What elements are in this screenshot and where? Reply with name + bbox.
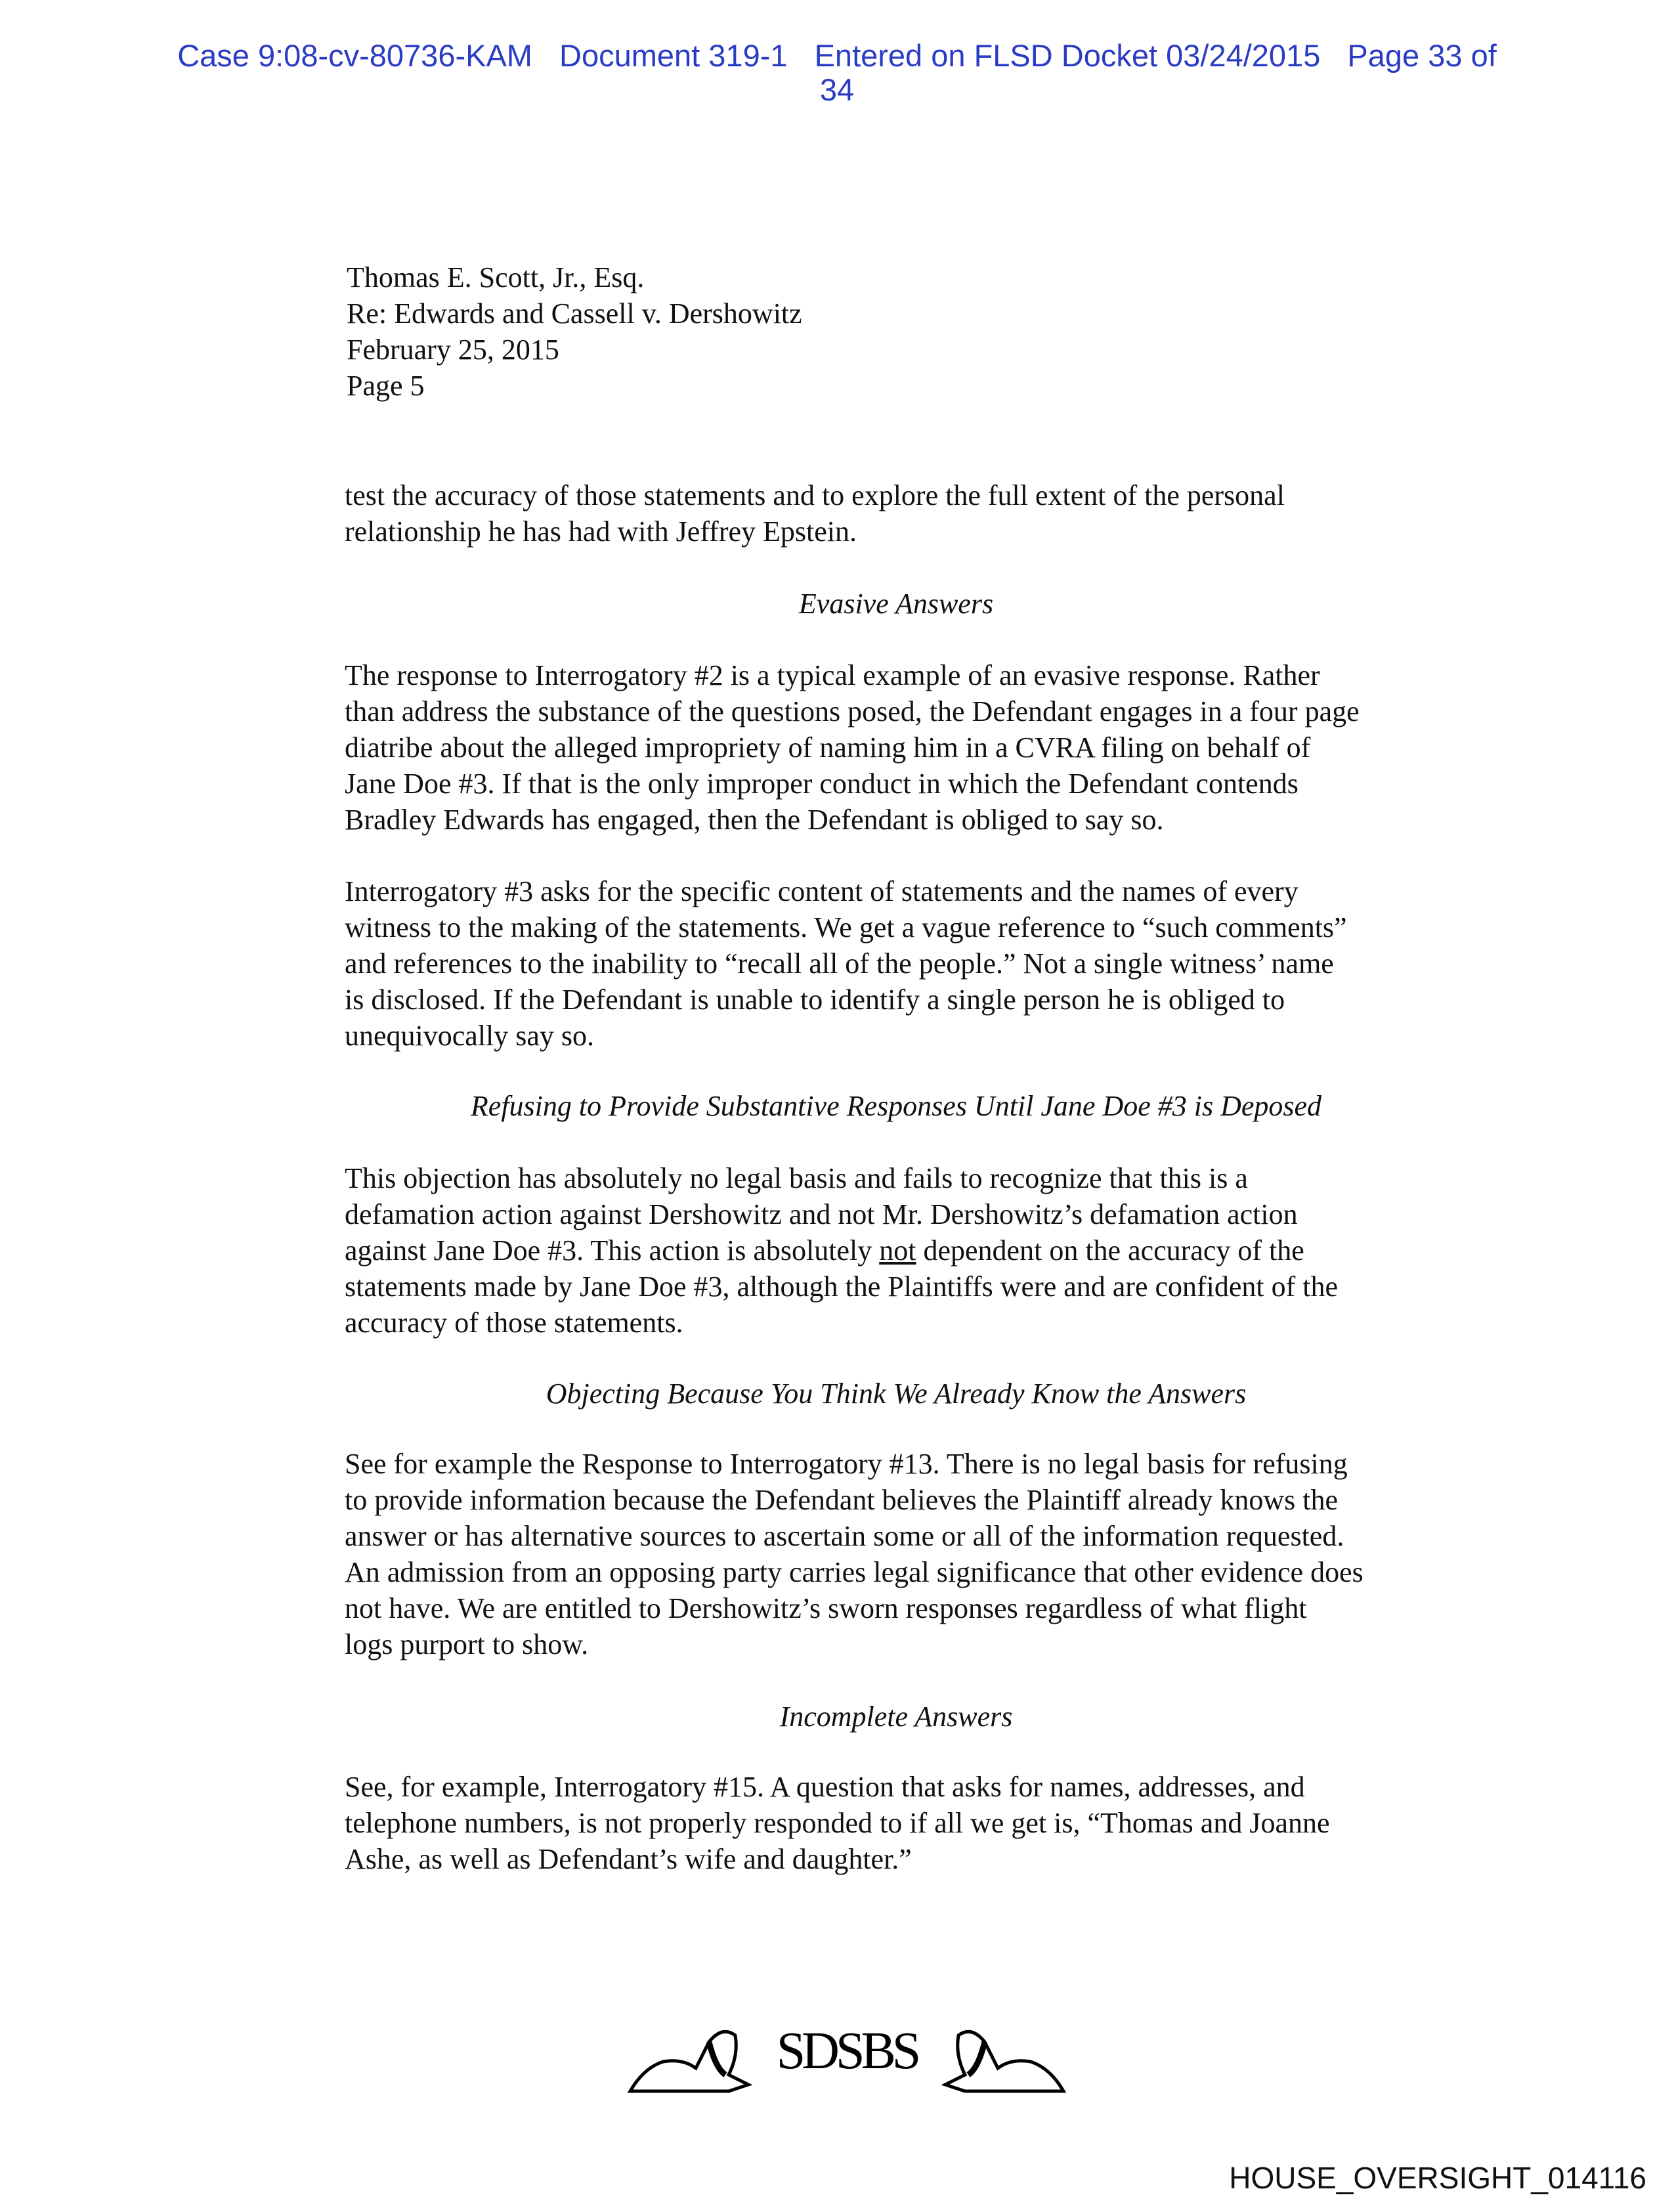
text-line: See, for example, Interrogatory #15. A question that asks for names, addresses, and [345, 1771, 1305, 1803]
text-line: to provide information because the Defendant believes the Plaintiff already knows the [345, 1484, 1339, 1516]
text-line: This objection has absolutely no legal basis and fails to recognize that this is a [345, 1162, 1248, 1194]
text-line: accuracy of those statements. [345, 1307, 683, 1339]
bates-number: HOUSE_OVERSIGHT_014116 [1229, 2161, 1646, 2195]
heading-objecting: Objecting Because You Think We Already Know the Answers [546, 1377, 1247, 1410]
paragraph-6 [345, 1769, 1474, 1877]
text-line: The response to Interrogatory #2 is a typical example of an evasive response. Rather [345, 659, 1320, 691]
firm-logo [617, 1996, 1077, 2094]
text-line: February 25, 2015 [347, 334, 559, 366]
paragraph-5 [345, 1446, 1474, 1662]
entered-date: Entered on FLSD Docket 03/24/2015 [814, 38, 1321, 73]
text-line: unequivocally say so. [345, 1020, 595, 1052]
text-line: Thomas E. Scott, Jr., Esq. [347, 261, 645, 293]
text-line: Re: Edwards and Cassell v. Dershowitz [347, 297, 802, 330]
text-line: Ashe, as well as Defendant’s wife and daughter.” [345, 1843, 912, 1875]
text-line: An admission from an opposing party carries legal significance that other evidence does [345, 1556, 1363, 1588]
text-line: than address the substance of the questions posed, the Defendant engages in a four page [345, 695, 1360, 727]
text-line: test the accuracy of those statements and to explore the full extent of the personal [345, 479, 1285, 511]
text-line: is disclosed. If the Defendant is unable to identify a single person he is obliged to [345, 984, 1285, 1016]
text-line: not have. We are entitled to Dershowitz’s sworn responses regardless of what flight [345, 1592, 1307, 1624]
text-line: diatribe about the alleged impropriety of naming him in a CVRA filing on behalf of [345, 731, 1311, 764]
paragraph-2 [345, 657, 1474, 838]
text: dependent on the accuracy of the [916, 1234, 1304, 1267]
document-number: Document 319-1 [559, 38, 788, 73]
text: against Jane Doe #3. This action is absolutely [345, 1234, 880, 1267]
page-total: 34 [819, 72, 855, 107]
text-line: Jane Doe #3. If that is the only improper conduct in which the Defendant contends [345, 768, 1298, 800]
text-line: relationship he has had with Jeffrey Epstein. [345, 515, 857, 548]
paragraph-4 [345, 1160, 1474, 1341]
text-line: and references to the inability to “recall all of the people.” Not a single witness’ name [345, 947, 1334, 980]
lion-left-icon [630, 2031, 748, 2091]
lion-right-icon [945, 2031, 1063, 2091]
text-line: Page 5 [347, 370, 425, 402]
paragraph-3 [345, 873, 1474, 1054]
paragraph-1 [345, 477, 1474, 550]
case-number: Case 9:08-cv-80736-KAM [177, 38, 532, 73]
heading-evasive-answers: Evasive Answers [798, 588, 994, 620]
heading-refusing: Refusing to Provide Substantive Responses Until Jane Doe #3 is Deposed [470, 1090, 1322, 1122]
text-line: Interrogatory #3 asks for the specific content of statements and the names of every [345, 875, 1298, 907]
docket-header [0, 39, 1674, 72]
text-line: answer or has alternative sources to ascertain some or all of the information requested. [345, 1520, 1344, 1552]
text-line: telephone numbers, is not properly responded to if all we get is, “Thomas and Joanne [345, 1807, 1330, 1839]
text-line: defamation action against Dershowitz and not Mr. Dershowitz’s defamation action [345, 1198, 1298, 1230]
text-line: See for example the Response to Interrogatory #13. There is no legal basis for refusing [345, 1448, 1348, 1480]
text-line: statements made by Jane Doe #3, although the Plaintiffs were and are confident of the [345, 1270, 1339, 1303]
heading-incomplete-answers: Incomplete Answers [779, 1701, 1013, 1733]
paragraph-line [345, 1232, 1474, 1269]
page-number: Page 33 of [1347, 38, 1497, 73]
underlined-word: not [879, 1234, 916, 1267]
text-line: logs purport to show. [345, 1628, 589, 1660]
text-line: Bradley Edwards has engaged, then the Defendant is obliged to say so. [345, 804, 1164, 836]
letterhead [347, 259, 1476, 404]
monogram: SDSBS [776, 2022, 918, 2080]
text-line: witness to the making of the statements. We get a vague reference to “such comments” [345, 911, 1347, 943]
